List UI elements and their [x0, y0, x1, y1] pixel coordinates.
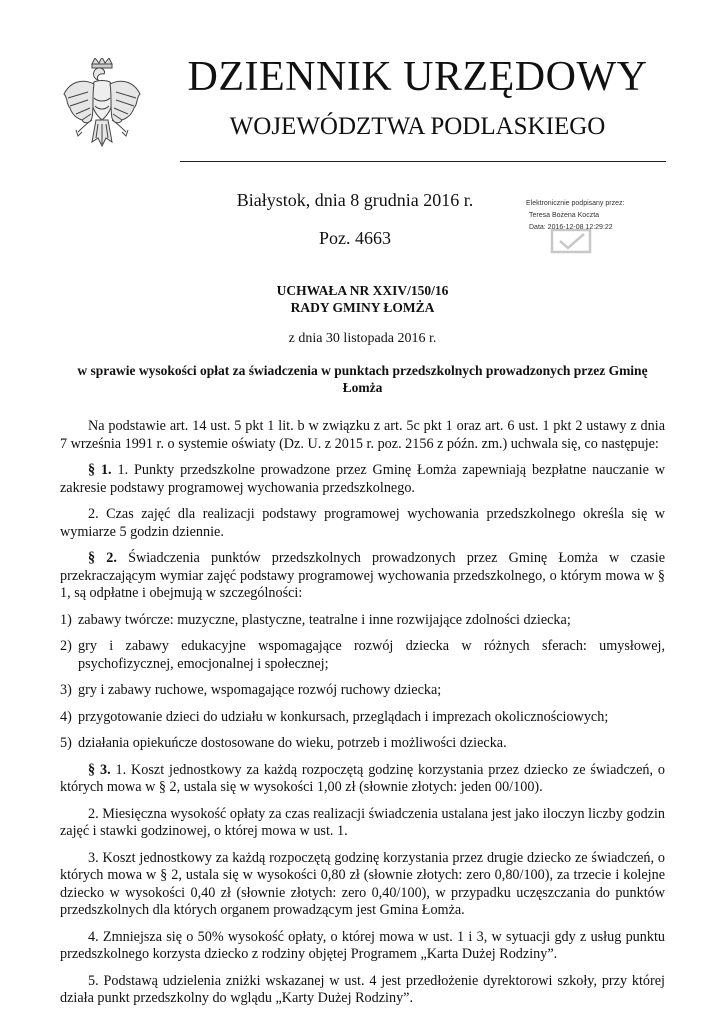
resolution-body [60, 418, 665, 1017]
position-number: Poz. 4663 [319, 228, 391, 248]
masthead-divider [180, 161, 666, 162]
resolution-subject: w sprawie wysokości opłat za świadczenia w punktach przedszkolnych prowadzonych przez Gminę Łomża [77, 363, 648, 395]
section-1-mark: § 1. [88, 462, 112, 478]
section-3-paragraph-3: 3. Koszt jednostkowy za każdą rozpoczętą godzinę korzystania przez drugie dziecko ze świadczeń, o których mowa w § 2, ustala się w wysokości 0,80 zł (słownie złotych: zero 0,80/100), za trzecie i kolejne dziecko w wysokości 0,40 zł (słownie złotych: zero 0,40/100), w przypadku uczęszczania do punktów przedszkolnych dla których organem prowadzącym jest Gmina Łomża. [60, 849, 665, 918]
section-3-paragraph-4: 4. Zmniejsza się o 50% wysokość opłaty, o której mowa w ust. 1 i 3, w sytuacji gdy z usług punktu przedszkolnego korzysta dziecko z rodziny objętej Programem „Karta Dużej Rodziny”. [60, 928, 665, 962]
signature-date: Data: 2016-12-08 12:29:22 [529, 224, 613, 231]
signer-name: Teresa Bożena Koczta [529, 212, 600, 219]
section-2-mark: § 2. [88, 550, 117, 566]
section-3-paragraph-2: 2. Miesięczna wysokość opłaty za czas realizacji świadczenia ustalana jest jako iloczyn liczby godzin zajęć i stawki godzinowej, o której mowa w ust. 1. [60, 805, 665, 839]
resolution-number: UCHWAŁA NR XXIV/150/16 [276, 283, 449, 298]
section-1-text: 1. Punkty przedszkolne prowadzone przez Gminę Łomża zapewniają bezpłatne nauczanie w zakresie podstawy programowej wychowania przedszkolnego. [60, 462, 666, 496]
resolution-date: z dnia 30 listopada 2016 r. [288, 331, 437, 346]
list-item-number: 1) [60, 611, 72, 628]
list-item [60, 709, 665, 727]
list-item-text: gry i zabawy edukacyjne wspomagające rozwój dziecka w różnych sferach: umysłowej, psychofizycznej, emocjonalnej i społecznej; [78, 638, 665, 672]
list-item [60, 682, 665, 700]
list-item-text: zabawy twórcze: muzyczne, plastyczne, teatralne i inne rozwijające zdolności dziecka; [78, 611, 571, 628]
section-1-paragraph-1 [60, 462, 665, 497]
list-item [60, 638, 665, 673]
resolution-title [60, 282, 665, 316]
list-item-number: 3) [60, 682, 72, 698]
signature-label: Elektronicznie podpisany przez: [526, 200, 625, 207]
list-item [60, 612, 665, 630]
publication-subtitle: WOJEWÓDZTWA PODLASKIEGO [229, 113, 606, 140]
publication-title: DZIENNIK URZĘDOWY [187, 54, 648, 100]
section-3-text: 1. Koszt jednostkowy za każdą rozpoczętą godzinę korzystania przez dziecko ze świadczeń, o których mowa w § 2, ustala się w wysokości 1,00 zł (słownie złotych: jeden 00/100). [60, 761, 665, 795]
eagle-emblem-icon [62, 58, 142, 164]
list-item-text: działania opiekuńcze dostosowane do wieku, potrzeb i możliwości dziecka. [78, 735, 507, 751]
list-item [60, 735, 665, 753]
electronic-signature [524, 198, 664, 260]
section-1-paragraph-2: 2. Czas zajęć dla realizacji podstawy programowej wychowania przedszkolnego określa się w wymiarze 5 godzin dziennie. [60, 506, 665, 540]
section-3-paragraph-5: 5. Podstawą udzielenia zniżki wskazanej w ust. 4 jest przedłożenie dyrektorowi szkoły, przy której działa punkt przedszkolny do wglądu „Karty Dużej Rodziny”. [60, 972, 665, 1006]
list-item-number: 2) [60, 638, 72, 654]
list-item-text: przygotowanie dzieci do udziału w konkursach, przeglądach i imprezach okolicznościowych; [78, 708, 609, 725]
list-item-number: 4) [60, 708, 72, 725]
place-date: Białystok, dnia 8 grudnia 2016 r. [236, 190, 474, 210]
list-item-number: 5) [60, 735, 72, 751]
list-item-text: gry i zabawy ruchowe, wspomagające rozwój ruchowy dziecka; [78, 682, 442, 698]
section-2-text: Świadczenia punktów przedszkolnych prowadzonych przez Gminę Łomża w czasie przekraczającym wymiar zajęć podstawy programowej wychowania przedszkolnego, o którym mowa w § 1, są odpłatne i obejmują w szczególności: [60, 550, 666, 601]
section-2-paragraph [60, 550, 665, 603]
intro-paragraph: Na podstawie art. 14 ust. 5 pkt 1 lit. b w związku z art. 5c pkt 1 oraz art. 6 ust. 1 pkt 2 ustawy z dnia 7 września 1991 r. o systemie oświaty (Dz. U. z 2015 r. poz. 2156 z późn. zm.) uchwala się, co następuje: [60, 418, 665, 452]
section-3-mark: § 3. [88, 761, 111, 778]
section-3-paragraph-1 [60, 762, 665, 797]
resolution-council: RADY GMINY ŁOMŻA [290, 300, 435, 315]
